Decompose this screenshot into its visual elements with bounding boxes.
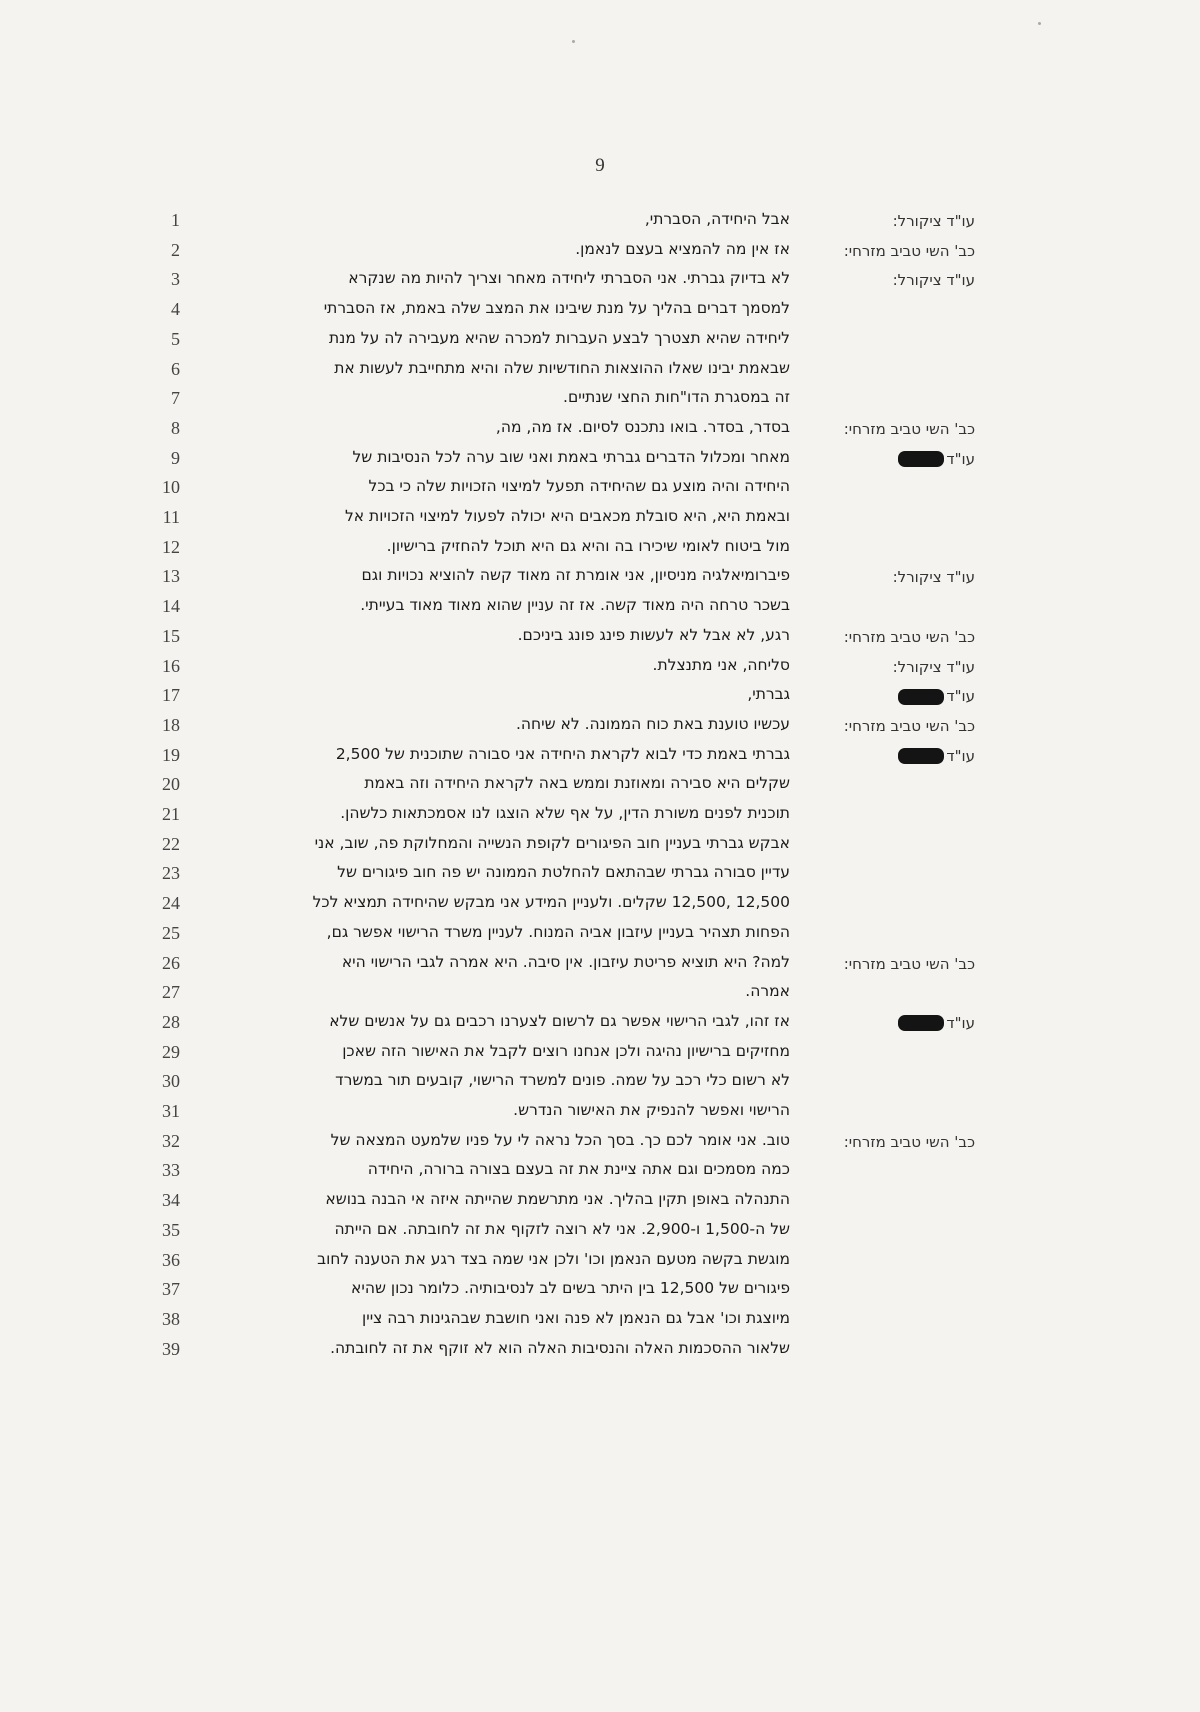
- line-number: 9: [171, 447, 180, 468]
- transcript-line-text: ובאמת היא, היא סובלת מכאבים היא יכולה לפעול למיצוי הזכויות אל: [344, 507, 790, 525]
- transcript-line-text: סליחה, אני מתנצלת.: [652, 655, 790, 674]
- transcript-line-text: של ה-1,500 ו-2,900. אני לא רוצה לזקוף את זה לחובתה. אם הייתה: [334, 1219, 790, 1238]
- line-number: 1: [171, 210, 180, 230]
- line-number: 14: [162, 596, 180, 617]
- transcript-line-text: שקלים היא סבירה ומאוזנת וממש באה לקראת היחידה וזה באמת: [364, 774, 790, 793]
- speaker-label: [795, 450, 975, 468]
- line-number: 7: [171, 388, 180, 409]
- speaker-label: [795, 420, 975, 438]
- speaker-name: עו"ד ציקורל:: [892, 568, 975, 587]
- line-number: 12: [162, 536, 180, 557]
- speaker-label: [795, 747, 975, 765]
- speaker-label: [795, 212, 975, 230]
- redaction-mark: [898, 451, 944, 467]
- line-number: 35: [162, 1219, 180, 1240]
- speaker-name: עו"ד: [946, 449, 975, 468]
- line-number: 2: [171, 239, 180, 260]
- speaker-name: כב' השי טביב מזרחי:: [843, 716, 975, 735]
- transcript-line-text: רגע, לא אבל לא לעשות פינג פונג ביניכם.: [517, 625, 790, 644]
- line-number: 39: [162, 1338, 180, 1359]
- transcript-line-text: היחידה והיה מוצע גם שהיחידה תפעל למיצוי הזכויות שלה כי בכל: [368, 477, 790, 496]
- speaker-name: כב' השי טביב מזרחי:: [843, 419, 975, 438]
- line-number: 5: [171, 328, 180, 349]
- scan-speck: [572, 40, 575, 43]
- line-number: 24: [162, 893, 180, 914]
- transcript-line-text: עכשיו טוענת באת כוח הממונה. לא שיחה.: [515, 714, 790, 733]
- line-number: 6: [171, 358, 180, 379]
- transcript-line-text: מיוצגת וכו' אבל גם הנאמן לא פנה ואני חושבת שבהגינות רבה ציין: [362, 1308, 790, 1327]
- transcript-line-text: 12,500 ,12,500 שקלים. ולעניין המידע אני מבקש שהיחידה תמציא לכל: [312, 893, 790, 912]
- transcript-line-text: כמה מסמכים וגם אתה ציינת את זה בעצם בצורה ברורה, היחידה: [367, 1160, 790, 1179]
- transcript-line-text: אז אין מה להמציא בעצם לנאמן.: [575, 239, 790, 258]
- transcript-line-text: הפחות תצהיר בעניין עיזבון אביה המנוח. לעניין משרד הרישוי אפשר גם,: [326, 922, 790, 941]
- transcript-line-text: תוכנית לפנים משורת הדין, על אף שלא הוצגו לנו אסמכתאות כלשהן.: [340, 804, 790, 822]
- transcript-line-text: שבאמת יבינו שאלו ההוצאות החודשיות שלה והיא מתחייבת לעשות את: [334, 358, 790, 377]
- line-number: 16: [162, 655, 180, 676]
- speaker-name: עו"ד ציקורל:: [892, 271, 975, 290]
- speaker-name: כב' השי טביב מזרחי:: [843, 627, 975, 646]
- line-number: 26: [162, 952, 180, 973]
- line-number: 10: [162, 477, 180, 498]
- line-number: 25: [162, 922, 180, 943]
- speaker-label: [795, 687, 975, 705]
- line-number: 32: [162, 1130, 180, 1151]
- redaction-mark: [898, 1015, 944, 1031]
- speaker-label: [795, 628, 975, 646]
- line-number: 28: [162, 1011, 180, 1032]
- transcript-line-text: למסמך דברים בהליך על מנת שיבינו את המצב שלה באמת, אז הסברתי: [323, 299, 790, 318]
- speaker-name: עו"ד: [946, 687, 975, 706]
- transcript-line-text: פיגורים של 12,500 בין היתר בשים לב לנסיבותיה. כלומר נכון שהיא: [351, 1279, 790, 1298]
- line-number: 17: [162, 685, 180, 706]
- line-number: 18: [162, 714, 180, 735]
- speaker-label: [795, 1133, 975, 1151]
- transcript-line-text: פיברומיאלגיה מניסיון, אני אומרת זה מאוד קשה להוציא נכויות וגם: [361, 566, 790, 585]
- line-number: 4: [171, 299, 180, 320]
- speaker-label: [795, 658, 975, 676]
- transcript-line-text: אבל היחידה, הסברתי,: [644, 210, 790, 228]
- transcript-line-text: אז זהו, לגבי הרישוי אפשר גם לרשום לצערנו רכבים גם על אנשים שלא: [329, 1011, 790, 1030]
- line-number: 36: [162, 1249, 180, 1270]
- speaker-name: כב' השי טביב מזרחי:: [843, 241, 975, 260]
- transcript-line-text: אמרה.: [745, 982, 790, 1001]
- line-number: 19: [162, 744, 180, 765]
- transcript-line-text: מחזיקים ברישיון נהיגה ולכן אנחנו רוצים לקבל את האישור הזה שאכן: [342, 1041, 790, 1060]
- speaker-name: כב' השי טביב מזרחי:: [843, 954, 975, 973]
- line-number: 31: [162, 1101, 180, 1121]
- line-number: 20: [162, 774, 180, 795]
- speaker-label: [795, 1014, 975, 1032]
- transcript-line-text: אבקש גברתי בעניין חוב הפיגורים לקופת הנשייה והמחלוקת פה, שוב, אני: [314, 833, 790, 852]
- line-number: 34: [162, 1190, 180, 1211]
- transcript-line-text: עדיין סבורה גברתי שבהתאם להחלטת הממונה יש פה חוב פיגורים של: [337, 863, 790, 882]
- line-number: 33: [162, 1160, 180, 1181]
- redaction-mark: [898, 748, 944, 764]
- transcript-line-text: גברתי באמת כדי לבוא לקראת היחידה אני סבורה שתוכנית של 2,500: [335, 744, 790, 763]
- line-number: 21: [162, 804, 180, 824]
- speaker-name: עו"ד ציקורל:: [892, 657, 975, 676]
- speaker-name: עו"ד: [946, 1013, 975, 1032]
- transcript-line-text: מאחר ומכלול הדברים גברתי באמת ואני שוב ערה לכל הנסיבות של: [352, 447, 790, 466]
- speaker-name: עו"ד: [946, 746, 975, 765]
- line-number: 23: [162, 863, 180, 884]
- transcript-line-text: טוב. אני אומר לכם כך. בסך הכל נראה לי על פניו שלמעט המצאה של: [330, 1130, 790, 1149]
- transcript-line-text: שלאור ההסכמות האלה והנסיבות האלה הוא לא זוקף את זה לחובתה.: [330, 1338, 790, 1357]
- line-number: 22: [162, 833, 180, 854]
- speaker-label: [795, 955, 975, 973]
- line-number: 3: [171, 269, 180, 290]
- transcript-line-text: בסדר, בסדר. בואו נתכנס לסיום. אז מה, מה,: [495, 417, 790, 436]
- transcript-line-text: מול ביטוח לאומי שיכירו בה והיא גם היא תוכל להחזיק ברישיון.: [386, 536, 790, 555]
- speaker-label: [795, 717, 975, 735]
- line-number: 13: [162, 566, 180, 587]
- transcript-line-text: למה? היא תוציא פריטת עיזבון. אין סיבה. היא אמרה לגבי הרישוי היא: [341, 952, 790, 971]
- transcript-line-text: ליחידה שהיא תצטרך לבצע העברות למכרה שהיא מעבירה לה על מנת: [328, 328, 790, 347]
- speaker-name: כב' השי טביב מזרחי:: [843, 1132, 975, 1151]
- line-number: 11: [162, 507, 180, 527]
- redaction-mark: [898, 689, 944, 705]
- speaker-name: עו"ד ציקורל:: [892, 212, 975, 230]
- line-number: 29: [162, 1041, 180, 1062]
- speaker-label: [795, 568, 975, 586]
- transcript-line-text: הרישוי ואפשר להנפיק את האישור הנדרש.: [513, 1101, 790, 1119]
- line-number: 30: [162, 1071, 180, 1092]
- line-number: 15: [162, 625, 180, 646]
- line-number: 37: [162, 1279, 180, 1300]
- transcript-line-text: לא רשום כלי רכב על שמה. פונים למשרד הרישוי, קובעים תור במשרד: [335, 1071, 790, 1090]
- line-number: 38: [162, 1308, 180, 1329]
- transcript-line-text: התנהלה באופן תקין בהליך. אני מתרשמת שהייתה איזה אי הבנה בנושא: [325, 1190, 790, 1209]
- transcript-line-text: גברתי,: [747, 685, 790, 704]
- speaker-label: [795, 271, 975, 289]
- transcript-line-text: מוגשת בקשה מטעם הנאמן וכו' ולכן אני שמה בצד רגע את הטענה לחוב: [317, 1249, 790, 1268]
- scan-speck: [1038, 22, 1041, 25]
- speaker-label: [795, 242, 975, 260]
- transcript-line-text: זה במסגרת הדו"חות החצי שנתיים.: [563, 388, 790, 407]
- line-number: 27: [162, 982, 180, 1003]
- transcript-line-text: בשכר טרחה היה מאוד קשה. אז זה עניין שהוא מאוד מאוד בעייתי.: [360, 596, 790, 615]
- line-number: 8: [171, 417, 180, 438]
- page-number: 9: [595, 155, 605, 176]
- transcript-line-text: לא בדיוק גברתי. אני הסברתי ליחידה מאחר וצריך להיות מה שנקרא: [348, 269, 790, 288]
